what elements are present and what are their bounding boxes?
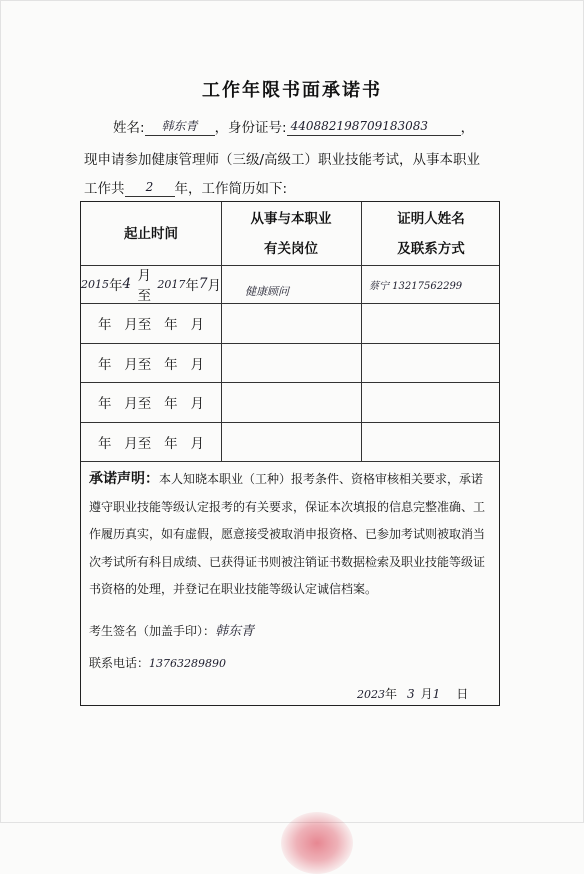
years-suffix: 年，工作简历如下: (174, 181, 288, 197)
signature-line (89, 620, 254, 639)
declaration-body: 本人知晓本职业（工种）报考条件、资格审核相关要求，承诺遵守职业技能等级认定报考的有关要求，保证本次填报的信息完整准确、工作履历真实，如有虚假，愿意接受被取消申报资格、已参加考试则被取消当次考试所有科目成绩、已获得证书则被注销证书数据检索及职业技能等级证书资格的处理，并登记在职业技能等级认定诚信档案。 (89, 472, 486, 596)
phone-field[interactable]: 13763289890 (149, 657, 226, 670)
table-row-position[interactable] (221, 422, 361, 461)
date-month[interactable]: 3 (407, 687, 415, 701)
applicant-line: 姓名: 韩东青 ，身份证号: 440882198709183083 ， (113, 116, 474, 136)
table-row-witness[interactable] (361, 303, 501, 343)
date-line: 2023年 3 月1 日 (357, 687, 469, 701)
table-row-witness[interactable] (361, 422, 501, 461)
phone-line (89, 654, 226, 671)
table-row-period[interactable]: 2015 年 4 月至 2017 年 7 月 (81, 268, 221, 304)
table-row-period[interactable]: 年 月至 年 月 (97, 356, 205, 373)
id-label: ，身份证号: (214, 120, 287, 136)
table-row-position[interactable] (221, 343, 361, 382)
table-row-period[interactable]: 年 月至 年 月 (97, 396, 205, 412)
table-row-witness[interactable] (361, 343, 501, 382)
name-label: 姓名: (113, 120, 145, 136)
table-row-period[interactable]: 年 月至 年 月 (97, 317, 205, 333)
table-row-period[interactable]: 年 月至 年 月 (97, 435, 205, 452)
date-day[interactable]: 1 (432, 687, 441, 701)
header-position: 从事与本职业 有关岗位 (250, 210, 332, 257)
table-row-position[interactable]: 健康顾问 (245, 285, 289, 298)
signature-label: 考生签名（加盖手印）： (89, 624, 216, 638)
declaration-heading: 承诺声明： (89, 471, 159, 487)
date-year[interactable]: 2023 (357, 688, 385, 701)
table-row-position[interactable] (221, 303, 361, 343)
years-line (84, 177, 287, 197)
table-row-witness[interactable]: 蔡宁 13217562299 (369, 280, 463, 292)
header-period: 起止时间 (124, 225, 178, 242)
table-row-witness[interactable] (361, 382, 501, 422)
years-field[interactable]: 2 (125, 178, 175, 197)
id-number-field[interactable]: 440882198709183083 (287, 117, 461, 136)
phone-label: 联系电话： (89, 656, 150, 670)
declaration-text (89, 466, 491, 604)
document-title: 工作年限书面承诺书 (202, 80, 382, 101)
application-statement: 现申请参加健康管理师（三级/高级工）职业技能考试，从事本职业 (84, 152, 481, 168)
years-prefix: 工作共 (84, 181, 125, 197)
fingerprint-seal (281, 812, 353, 874)
header-witness: 证明人姓名 及联系方式 (397, 210, 465, 257)
work-history-table (80, 201, 500, 706)
signature-field[interactable]: 韩东青 (215, 624, 255, 639)
name-field[interactable]: 韩东青 (145, 117, 215, 136)
table-row-position[interactable] (221, 382, 361, 422)
